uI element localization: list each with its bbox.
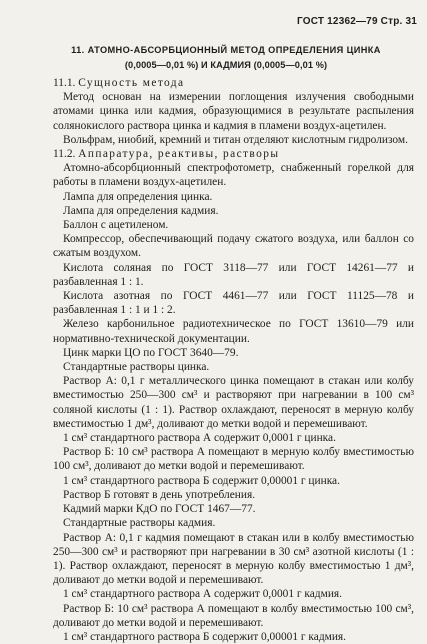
section-title-line1: 11. АТОМНО-АБСОРБЦИОННЫЙ МЕТОД ОПРЕДЕЛЕНИЯ ЦИНКА	[71, 45, 381, 55]
list-item: Кадмий марки КдО по ГОСТ 1467—77.	[63, 503, 256, 516]
section-title-line2: (0,0005—0,01 %) И КАДМИЯ (0,0005—0,01 %)	[124, 60, 328, 70]
subsection-number: 11.1.	[53, 77, 76, 89]
list-item: Стандартные растворы кадмия.	[63, 517, 216, 530]
list-item: Стандартные растворы цинка.	[63, 361, 210, 374]
list-item: 1 см³ стандартного раствора А содержит 0,0001 г цинка.	[63, 432, 336, 445]
list-item: Раствор А: 0,1 г кадмия помещают в стакан или в колбу вместимостью 250—300 см³ и растворяют при нагревании в 30 см³ азотной кислоты (1 : 1). Раствор охлаждают, переносят в мерную колбу вместимостью 1 дм³, доливают до метки водой и перемешивают.	[53, 531, 414, 587]
subsection-title: Сущность метода	[78, 77, 185, 89]
list-item: 1 см³ стандартного раствора Б содержит 0,00001 г кадмия.	[63, 630, 347, 643]
running-header: ГОСТ 12362—79 Стр. 31	[297, 16, 417, 27]
list-item: Раствор Б готовят в день употребления.	[63, 488, 256, 501]
paragraph: Вольфрам, ниобий, кремний и титан отделяют кислотным гидролизом.	[63, 133, 408, 146]
subsection-11-2-heading	[53, 147, 414, 161]
list-item: 1 см³ стандартного раствора Б содержит 0,00001 г цинка.	[63, 474, 340, 487]
list-item: Атомно-абсорбционный спектрофотометр, снабженный горелкой для работы в пламени воздух-ацетилен.	[53, 162, 414, 189]
subsection-title: Аппаратура, реактивы, растворы	[78, 148, 280, 161]
list-item: Лампа для определения цинка.	[63, 190, 213, 203]
list-item: Раствор Б: 10 см³ раствора А помещают в мерную колбу вместимостью 100 см³, доливают до метки водой и перемешивают.	[53, 446, 414, 473]
list-item: 1 см³ стандартного раствора А содержит 0,0001 г кадмия.	[63, 588, 342, 601]
list-item: Кислота соляная по ГОСТ 3118—77 или ГОСТ 14261—77 и разбавленная 1 : 1.	[53, 261, 414, 288]
list-item: Раствор А: 0,1 г металлического цинка помещают в стакан или колбу вместимостью 250—300 см³ и растворяют при нагревании в 100 см³ соляной кислоты (1 : 1). Раствор охлаждают, переносят в мерную колбу вместимостью 1 дм³, доливают до метки водой и перемешивают.	[53, 375, 414, 430]
list-item: Лампа для определения кадмия.	[63, 204, 219, 217]
list-item: Компрессор, обеспечивающий подачу сжатого воздуха, или баллон со сжатым воздухом.	[53, 233, 414, 260]
list-item: Баллон с ацетиленом.	[63, 219, 169, 232]
subsection-number: 11.2.	[53, 148, 76, 161]
document-body	[53, 76, 414, 644]
list-item: Железо карбонильное радиотехническое по ГОСТ 13610—79 или нормативно-технической документации.	[53, 318, 414, 345]
subsection-11-1-heading	[53, 76, 414, 90]
list-item: Цинк марки ЦО по ГОСТ 3640—79.	[63, 346, 239, 359]
list-item: Кислота азотная по ГОСТ 4461—77 или ГОСТ 11125—78 и разбавленная 1 : 1 и 1 : 2.	[53, 290, 414, 317]
list-item: Раствор Б: 10 см³ раствора А помещают в колбу вместимостью 100 см³, доливают до метки водой и перемешивают.	[53, 602, 414, 629]
paragraph: Метод основан на измерении поглощения излучения свободными атомами цинка или кадмия, образующимися в результате распыления солянокислого раствора цинка и кадмия в пламени воздух-ацетилен.	[53, 91, 414, 132]
